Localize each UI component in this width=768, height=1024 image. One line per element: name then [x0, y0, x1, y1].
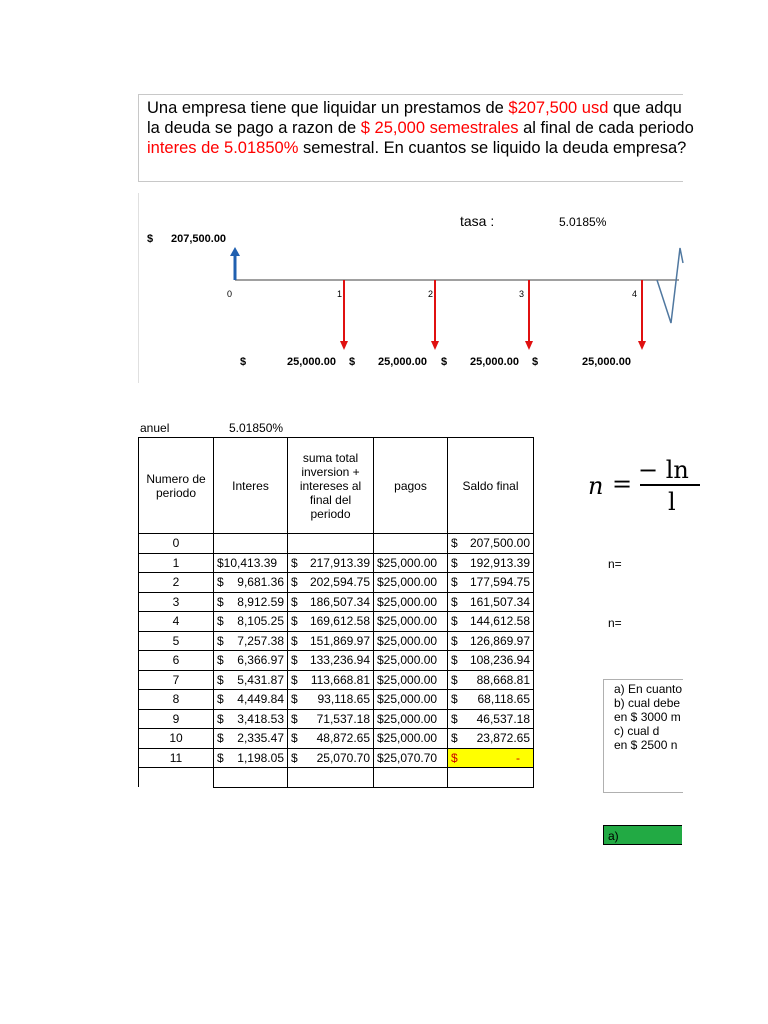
table-row [139, 631, 534, 651]
cell-pago[interactable] [374, 534, 448, 554]
question-line-4: c) cual d [614, 724, 660, 738]
currency-symbol: $ [451, 633, 458, 648]
problem-text-segment: semestral. En cuantos se liquido la deuda empresa? [298, 139, 687, 157]
cell-n[interactable] [139, 690, 214, 710]
table-row [139, 592, 534, 612]
cell-value: 202,594.75 [309, 575, 370, 590]
cell-interes[interactable] [214, 709, 288, 729]
cell-interes[interactable] [214, 690, 288, 710]
cell-value: 46,537.18 [476, 711, 530, 726]
cell-value: 5 [172, 633, 180, 648]
currency-symbol: $ [451, 653, 458, 668]
question-line-5: en $ 2500 n [614, 738, 678, 752]
cell-value: $25,000.00 [377, 672, 438, 687]
problem-line-1 [147, 98, 682, 118]
cell-value: 88,668.81 [476, 672, 530, 687]
cell-value: $25,000.00 [377, 731, 438, 746]
table-row [139, 553, 534, 573]
cell-interes[interactable] [214, 729, 288, 749]
currency-symbol: $ [217, 692, 224, 707]
currency-symbol: $ [291, 711, 298, 726]
cell-suma[interactable] [288, 592, 374, 612]
problem-statement [138, 94, 694, 182]
cell-suma[interactable] [288, 573, 374, 593]
cell-pago[interactable] [374, 573, 448, 593]
cell-value: 25,070.70 [316, 750, 370, 765]
cell-value: 6,366.97 [237, 653, 284, 668]
currency-symbol: $ [451, 555, 458, 570]
cell-saldo[interactable] [448, 553, 534, 573]
cell-saldo[interactable] [448, 729, 534, 749]
cell-value: 3,418.53 [237, 711, 284, 726]
answer-cell[interactable]: a) [603, 825, 682, 845]
table-header-row [139, 438, 534, 534]
table-row [139, 729, 534, 749]
rate-value: 5.01850% [229, 421, 284, 435]
cell-value: 6 [172, 653, 180, 668]
problem-text-segment: la deuda se pago a razon de [147, 119, 361, 137]
period-label-4: 4 [632, 289, 638, 299]
payment-amount-2: 25,000.00 [378, 356, 427, 368]
cell-value: 5,431.87 [237, 672, 284, 687]
cell-value: 192,913.39 [469, 555, 530, 570]
table-row-empty [139, 768, 534, 788]
cell-saldo[interactable] [448, 631, 534, 651]
cell-interes[interactable] [214, 670, 288, 690]
cell-value: $25,000.00 [377, 614, 438, 629]
payment-amount-1: 25,000.00 [287, 356, 336, 368]
cell-value: 1 [172, 555, 180, 570]
currency-symbol: $ [217, 731, 224, 746]
currency-symbol: $ [451, 711, 458, 726]
cell-value: $25,000.00 [377, 692, 438, 707]
cell-value: 169,612.58 [309, 614, 370, 629]
n-result-1: n= [608, 557, 622, 571]
empty-cell[interactable] [288, 768, 374, 788]
cell-suma[interactable] [288, 709, 374, 729]
cell-value: 93,118.65 [317, 692, 370, 707]
empty-cell[interactable] [448, 768, 534, 788]
cell-value: 11 [169, 750, 183, 765]
cell-suma[interactable] [288, 534, 374, 554]
cell-value: 8,912.59 [237, 594, 284, 609]
formula-denominator: l [668, 488, 676, 516]
cell-value: 4 [172, 614, 180, 629]
cell-n[interactable] [139, 631, 214, 651]
cell-interes[interactable] [214, 592, 288, 612]
question-line-1: a) En cuanto [614, 682, 683, 696]
currency-symbol: $ [217, 672, 224, 687]
cell-pago[interactable] [374, 631, 448, 651]
currency-symbol: $ [217, 575, 224, 590]
cell-suma[interactable] [288, 670, 374, 690]
cell-pago[interactable] [374, 709, 448, 729]
cell-interes[interactable] [214, 573, 288, 593]
period-label-1: 1 [337, 289, 343, 299]
tasa-value: 5.0185% [559, 215, 607, 229]
formula-equals: = [612, 470, 633, 498]
problem-text-segment: $ 25,000 semestrales [360, 119, 519, 137]
payment-currency: $ [240, 356, 247, 368]
cell-value: 217,913.39 [309, 555, 370, 570]
cell-value: 186,507.34 [309, 594, 370, 609]
axis-break-zigzag [657, 248, 683, 323]
cell-interes[interactable] [214, 631, 288, 651]
cell-interes[interactable] [214, 748, 288, 768]
cell-n[interactable] [139, 592, 214, 612]
problem-text-segment: al final de cada periodo [518, 119, 694, 137]
currency-symbol: $ [451, 672, 458, 687]
formula-n: n [588, 472, 604, 500]
payment-arrow-4 [638, 280, 646, 350]
cell-suma[interactable] [288, 729, 374, 749]
cell-pago[interactable] [374, 729, 448, 749]
cell-value: $25,000.00 [377, 594, 438, 609]
cell-n[interactable] [139, 709, 214, 729]
cell-suma[interactable] [288, 553, 374, 573]
cell-saldo[interactable] [448, 592, 534, 612]
cell-n[interactable] [139, 670, 214, 690]
table-row [139, 709, 534, 729]
cell-value: 7,257.38 [237, 633, 284, 648]
currency-symbol: $ [217, 614, 224, 629]
cell-value: 9,681.36 [237, 575, 284, 590]
cell-interes[interactable] [214, 534, 288, 554]
currency-symbol: $ [291, 731, 298, 746]
payment-amount-4: 25,000.00 [582, 356, 631, 368]
problem-line-3 [147, 138, 686, 158]
cell-value: 133,236.94 [309, 653, 370, 668]
cell-suma[interactable] [288, 690, 374, 710]
cell-value: 23,872.65 [476, 731, 530, 746]
n-result-2: n= [608, 616, 622, 630]
problem-text-segment: interes de 5.01850% [147, 139, 299, 157]
table-row [139, 612, 534, 632]
cell-n[interactable] [139, 748, 214, 768]
cell-value: 68,118.65 [477, 692, 530, 707]
currency-symbol: $ [291, 750, 298, 765]
cell-interes[interactable] [214, 651, 288, 671]
cell-value: 161,507.34 [469, 594, 530, 609]
cell-value: 10 [169, 731, 183, 746]
cell-value: 4,449.84 [237, 692, 284, 707]
cell-value: 108,236.94 [469, 653, 530, 668]
empty-cell[interactable] [139, 768, 214, 788]
currency-symbol: $ [291, 672, 298, 687]
cell-pago[interactable] [374, 748, 448, 768]
currency-symbol: $ [451, 614, 458, 629]
cell-value: 8 [172, 692, 180, 707]
cell-n[interactable] [139, 729, 214, 749]
cell-value: $25,000.00 [377, 653, 438, 668]
cell-value: 207,500.00 [469, 536, 530, 551]
currency-symbol: $ [451, 594, 458, 609]
rate-label: anuel [140, 421, 170, 435]
cell-value: 151,869.97 [309, 633, 370, 648]
currency-symbol: $ [291, 633, 298, 648]
header-final-balance: Saldo final [448, 438, 534, 534]
currency-symbol: $ [291, 692, 298, 707]
principal-arrow-head [230, 247, 240, 256]
table-row [139, 573, 534, 593]
cell-n[interactable] [139, 612, 214, 632]
cell-saldo[interactable] [448, 612, 534, 632]
cell-saldo[interactable] [448, 748, 534, 768]
currency-symbol: $ [217, 750, 224, 765]
cell-interes[interactable] [214, 553, 288, 573]
cell-saldo[interactable] [448, 690, 534, 710]
principal-currency: $ [147, 233, 154, 245]
cell-suma[interactable] [288, 631, 374, 651]
cell-suma[interactable] [288, 651, 374, 671]
amortization-table [138, 437, 534, 788]
problem-text-segment: que adqu [608, 99, 682, 117]
currency-symbol: $ [451, 750, 458, 765]
cell-n[interactable] [139, 651, 214, 671]
cell-pago[interactable] [374, 592, 448, 612]
currency-symbol: $ [451, 536, 458, 551]
cell-pago[interactable] [374, 690, 448, 710]
currency-symbol: $ [291, 555, 298, 570]
payment-currency-3: $ [441, 356, 448, 368]
problem-line-2 [147, 118, 694, 138]
cell-value: - [516, 750, 520, 765]
currency-symbol: $ [217, 633, 224, 648]
cell-saldo[interactable] [448, 573, 534, 593]
cell-pago[interactable] [374, 670, 448, 690]
cell-saldo[interactable] [448, 670, 534, 690]
currency-symbol: $ [291, 575, 298, 590]
cell-suma[interactable] [288, 748, 374, 768]
empty-cell[interactable] [214, 768, 288, 788]
questions-box [603, 679, 683, 793]
header-total: suma total inversion + intereses al final del periodo [288, 438, 374, 534]
cell-value: $10,413.39 [217, 555, 278, 570]
cell-n[interactable] [139, 534, 214, 554]
question-line-3: en $ 3000 m [614, 710, 681, 724]
period-label-2: 2 [428, 289, 434, 299]
cell-saldo[interactable] [448, 709, 534, 729]
currency-symbol: $ [291, 614, 298, 629]
currency-symbol: $ [217, 594, 224, 609]
cell-value: 113,668.81 [310, 672, 370, 687]
cell-value: $25,000.00 [377, 575, 438, 590]
currency-symbol: $ [291, 594, 298, 609]
cell-value: $25,000.00 [377, 711, 438, 726]
cell-value: 3 [172, 594, 180, 609]
table-row [139, 670, 534, 690]
payment-currency-4: $ [532, 356, 539, 368]
formula-fraction-bar [640, 484, 700, 486]
period-label-3: 3 [519, 289, 525, 299]
currency-symbol: $ [217, 653, 224, 668]
cell-value: 48,872.65 [316, 731, 370, 746]
cell-pago[interactable] [374, 651, 448, 671]
payment-arrow-3 [525, 280, 533, 350]
cell-value: 2 [172, 575, 180, 590]
table-row [139, 534, 534, 554]
payment-currency-2: $ [349, 356, 356, 368]
empty-cell[interactable] [374, 768, 448, 788]
cell-pago[interactable] [374, 553, 448, 573]
currency-symbol: $ [291, 653, 298, 668]
log-formula [588, 456, 689, 518]
tasa-label: tasa : [460, 213, 495, 229]
cell-saldo[interactable] [448, 534, 534, 554]
header-payments: pagos [374, 438, 448, 534]
table-row [139, 690, 534, 710]
cell-n[interactable] [139, 553, 214, 573]
cell-value: $25,070.70 [377, 750, 438, 765]
problem-text-segment: Una empresa tiene que liquidar un prestamos de [147, 99, 509, 117]
cell-value: 71,537.18 [316, 711, 370, 726]
cell-pago[interactable] [374, 612, 448, 632]
cell-value: $25,000.00 [377, 555, 438, 570]
currency-symbol: $ [217, 711, 224, 726]
cell-value: 9 [172, 711, 180, 726]
currency-symbol: $ [451, 692, 458, 707]
header-period: Numero de periodo [139, 438, 214, 534]
cell-interes[interactable] [214, 612, 288, 632]
payment-amount-3: 25,000.00 [470, 356, 519, 368]
table-row [139, 748, 534, 768]
cell-value: 7 [172, 672, 180, 687]
cell-value: 0 [172, 536, 180, 551]
cell-value: $25,000.00 [377, 633, 438, 648]
formula-numerator: − ln [638, 456, 689, 484]
cell-suma[interactable] [288, 612, 374, 632]
currency-symbol: $ [451, 731, 458, 746]
cell-value: 144,612.58 [469, 614, 530, 629]
period-label-0: 0 [227, 289, 233, 299]
cell-saldo[interactable] [448, 651, 534, 671]
cell-value: 126,869.97 [469, 633, 530, 648]
cell-n[interactable] [139, 573, 214, 593]
cell-value: 2,335.47 [237, 731, 284, 746]
cash-flow-diagram [138, 193, 683, 383]
problem-text-segment: $207,500 usd [508, 99, 609, 117]
cell-value: 177,594.75 [469, 575, 530, 590]
table-row [139, 651, 534, 671]
cell-value: 8,105.25 [237, 614, 284, 629]
principal-amount: 207,500.00 [171, 233, 227, 245]
cell-value: 1,198.05 [237, 750, 284, 765]
question-line-2: b) cual debe [614, 696, 681, 710]
currency-symbol: $ [451, 575, 458, 590]
header-interest: Interes [214, 438, 288, 534]
